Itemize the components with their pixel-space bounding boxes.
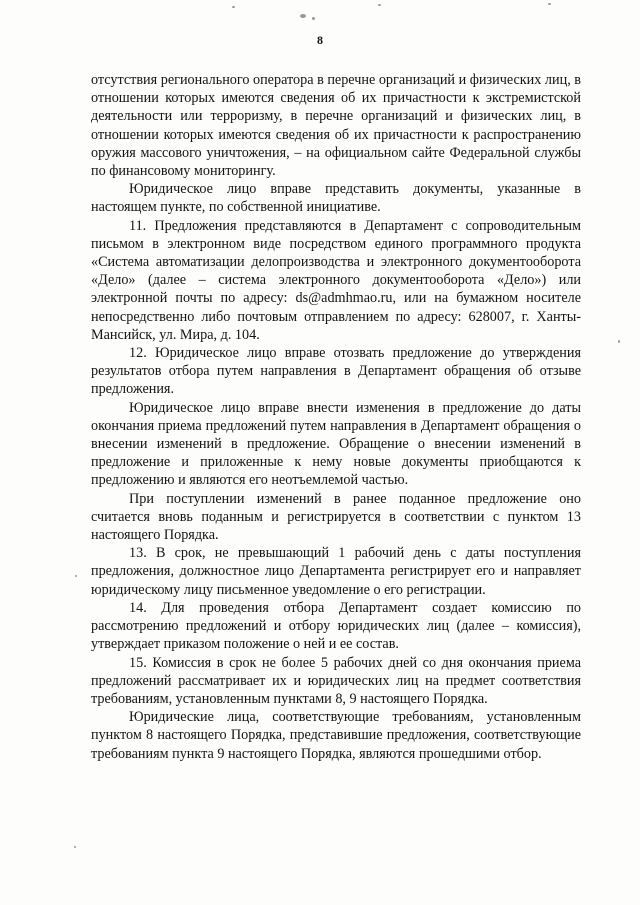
paragraph: Юридическое лицо вправе представить документы, указанные в настоящем пункте, по собственной инициативе. (91, 181, 581, 216)
page-number: 8 (317, 33, 323, 47)
paragraph: 15. Комиссия в срок не более 5 рабочих дней со дня окончания приема предложений рассматривает их и юридических лиц на предмет соответствия требованиям, установленным пунктами 8, 9 настоящего Порядка. (91, 654, 581, 707)
scan-speck (312, 17, 315, 20)
document-body (91, 71, 581, 763)
paragraph: 13. В срок, не превышающий 1 рабочий день с даты поступления предложения, должностное лицо Департамента регистрирует его и направляет юридическому лицу письменное уведомление о его регистрации. (91, 545, 581, 598)
paragraph: Юридическое лицо вправе внести изменения в предложение до даты окончания приема предложений путем направления в Департамент обращения о внесении изменений в предложение. Обращение о внесении изменений в предложение и приложенные к нему новые документы приобщаются к предложению и являются его неотъемлемой частью. (91, 399, 581, 489)
scan-speck (74, 846, 76, 848)
scan-speck (75, 575, 77, 577)
paragraph: Юридические лица, соответствующие требованиям, установленным пунктом 8 настоящего Порядка, представившие предложения, соответствующие требованиям пункта 9 настоящего Порядка, являются прошедшими отбор. (91, 709, 581, 762)
scan-speck (378, 4, 381, 6)
scan-speck (618, 340, 620, 343)
scan-speck (232, 6, 235, 8)
scan-speck (300, 14, 306, 18)
paragraph: При поступлении изменений в ранее поданное предложение оно считается вновь поданным и регистрируется в соответствии с пунктом 13 настоящего Порядка. (91, 490, 581, 544)
paragraph: 14. Для проведения отбора Департамент создает комиссию по рассмотрению предложений и отбору юридических лиц (далее – комиссия), утверждает приказом положение о ней и ее состав. (91, 599, 581, 653)
paragraph: отсутствия регионального оператора в перечне организаций и физических лиц, в отношении которых имеются сведения об их причастности к экстремистской деятельности или терроризму, в перечне организаций и физических лиц, в отношении которых имеются сведения об их причастности к распространению оружия массового уничтожения, – на официальном сайте Федеральной службы по финансовому мониторингу. (91, 72, 581, 180)
paragraph: 12. Юридическое лицо вправе отозвать предложение до утверждения результатов отбора путем направления в Департамент обращения об отзыве предложения. (91, 345, 581, 398)
paragraph: 11. Предложения представляются в Департамент с сопроводительным письмом в электронном виде посредством единого программного продукта «Система автоматизации делопроизводства и электронного документооборота «Дело» (далее – система электронного документооборота «Дело») или электронной почты по адресу: ds@admhmao.ru, или на бумажном носителе непосредственно либо почтовым отправлением по адресу: 628007, г. Ханты-Мансийск, ул. Мира, д. 104. (91, 217, 581, 343)
scan-speck (548, 3, 551, 5)
